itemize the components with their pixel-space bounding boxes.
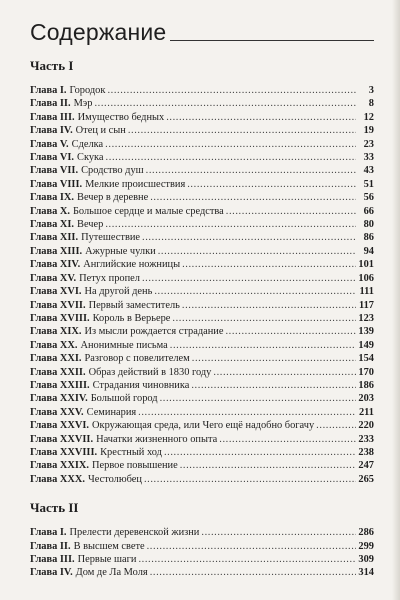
page-number: 33 xyxy=(363,152,374,164)
toc-list xyxy=(30,84,374,486)
chapter-number: Глава VIII. xyxy=(30,178,83,190)
chapter-number: Глава I. xyxy=(30,527,67,539)
dot-leader xyxy=(219,433,356,446)
toc-entry[interactable] xyxy=(30,406,374,419)
dot-leader xyxy=(105,138,356,151)
page-number: 94 xyxy=(363,245,374,257)
page-number: 299 xyxy=(358,540,374,552)
dot-leader xyxy=(213,366,356,379)
toc-entry[interactable] xyxy=(30,419,374,432)
chapter-title: Вечер xyxy=(77,219,104,231)
toc-entry[interactable] xyxy=(30,111,374,124)
chapter-title: Образ действий в 1830 году xyxy=(88,366,212,378)
dot-leader xyxy=(225,325,356,338)
toc-entry[interactable] xyxy=(30,473,374,486)
page-number: 154 xyxy=(358,353,374,365)
dot-leader xyxy=(166,111,356,124)
chapter-title: Первое повышение xyxy=(92,460,178,472)
toc-entry[interactable] xyxy=(30,178,374,191)
chapter-number: Глава XXIV. xyxy=(30,393,88,405)
toc-entry[interactable] xyxy=(30,540,374,553)
chapter-title: Анонимные письма xyxy=(80,339,168,351)
chapter-number: Глава XVI. xyxy=(30,286,82,298)
part-title: Часть II xyxy=(30,500,79,516)
dot-leader xyxy=(106,151,356,164)
page-number: 247 xyxy=(358,460,374,472)
page-number: 66 xyxy=(363,205,374,217)
chapter-number: Глава XXV. xyxy=(30,406,84,418)
toc-entry[interactable] xyxy=(30,218,374,231)
chapter-number: Глава XXII. xyxy=(30,366,86,378)
toc-entry[interactable] xyxy=(30,459,374,472)
toc-entry[interactable] xyxy=(30,191,374,204)
toc-entry[interactable] xyxy=(30,151,374,164)
dot-leader xyxy=(160,392,356,405)
page-number: 106 xyxy=(358,272,374,284)
dot-leader xyxy=(105,218,356,231)
chapter-title: Городок xyxy=(69,85,106,96)
dot-leader xyxy=(192,352,356,365)
page-number: 43 xyxy=(363,165,374,177)
toc-entry[interactable] xyxy=(30,352,374,365)
chapter-number: Глава III. xyxy=(30,554,75,565)
toc-entry[interactable] xyxy=(30,97,374,110)
page-number: 86 xyxy=(363,232,374,244)
dot-leader xyxy=(158,245,356,258)
chapter-number: Глава IV. xyxy=(30,567,73,579)
chapter-number: Глава XXVII. xyxy=(30,433,94,445)
toc-entry[interactable] xyxy=(30,339,374,352)
page-number: 117 xyxy=(358,299,374,311)
chapter-title: Петух пропел xyxy=(79,272,140,284)
dot-leader xyxy=(142,231,356,244)
page-number: 211 xyxy=(358,406,374,418)
chapter-title: Разговор с повелителем xyxy=(84,353,190,365)
chapter-number: Глава XII. xyxy=(30,232,79,244)
chapter-number: Глава XIII. xyxy=(30,245,83,257)
toc-entry[interactable] xyxy=(30,258,374,271)
dot-leader xyxy=(138,406,356,419)
toc-entry[interactable] xyxy=(30,433,374,446)
chapter-number: Глава XXIX. xyxy=(30,460,90,472)
chapter-number: Глава II. xyxy=(30,540,71,552)
chapter-title: Ажурные чулки xyxy=(85,245,156,257)
chapter-title: Начатки жизненного опыта xyxy=(96,433,218,445)
chapter-number: Глава I. xyxy=(30,85,67,96)
toc-entry[interactable] xyxy=(30,312,374,325)
page-number: 56 xyxy=(363,192,374,204)
chapter-number: Глава II. xyxy=(30,98,71,110)
chapter-title: Сделка xyxy=(71,138,104,150)
chapter-title: Имущество бедных xyxy=(77,111,165,123)
chapter-number: Глава XXI. xyxy=(30,353,82,365)
page-number: 170 xyxy=(358,366,374,378)
chapter-number: Глава XXVI. xyxy=(30,420,90,432)
chapter-number: Глава VII. xyxy=(30,165,79,177)
dot-leader xyxy=(142,272,356,285)
part-title: Часть I xyxy=(30,58,74,73)
chapter-number: Глава XI. xyxy=(30,219,75,231)
dot-leader xyxy=(128,124,356,137)
toc-entry[interactable] xyxy=(30,566,374,579)
chapter-title: Окружающая среда, или Чего ещё надобно богачу xyxy=(92,420,315,432)
dot-leader xyxy=(138,553,356,566)
chapter-number: Глава XIX. xyxy=(30,326,82,338)
dot-leader xyxy=(170,339,356,352)
dot-leader xyxy=(94,97,356,110)
toc-entry[interactable] xyxy=(30,553,374,566)
toc-entry[interactable] xyxy=(30,124,374,137)
toc-entry[interactable] xyxy=(30,392,374,405)
dot-leader xyxy=(191,379,356,392)
toc-entry[interactable] xyxy=(30,272,374,285)
dot-leader xyxy=(147,540,356,553)
chapter-title: Путешествие xyxy=(81,232,141,244)
chapter-title: Английские ножницы xyxy=(83,259,181,271)
page-number: 139 xyxy=(358,326,374,338)
page-edge-shadow xyxy=(392,0,400,600)
dot-leader xyxy=(154,285,356,298)
page-number: 233 xyxy=(358,433,374,445)
dot-leader xyxy=(180,459,356,472)
chapter-number: Глава VI. xyxy=(30,152,75,164)
dot-leader xyxy=(226,205,356,218)
page-number: 51 xyxy=(363,178,374,190)
page-number: 8 xyxy=(368,98,374,110)
chapter-number: Глава XXIII. xyxy=(30,379,90,391)
chapter-title: Из мысли рождается страдание xyxy=(84,326,224,338)
page-number: 12 xyxy=(363,111,374,123)
chapter-title: Дом де Ла Моля xyxy=(75,567,148,579)
chapter-title: Отец и сын xyxy=(75,125,126,137)
chapter-title: Страдания чиновника xyxy=(92,379,190,391)
chapter-title: Скука xyxy=(77,152,104,164)
page-number: 111 xyxy=(359,286,374,298)
chapter-title: Прелести деревенской жизни xyxy=(69,527,200,539)
toc-entry[interactable] xyxy=(30,164,374,177)
chapter-title: Семинария xyxy=(86,406,137,418)
chapter-number: Глава XXVIII. xyxy=(30,446,98,458)
toc-entry[interactable] xyxy=(30,245,374,258)
toc-entry[interactable] xyxy=(30,325,374,338)
chapter-number: Глава V. xyxy=(30,138,69,150)
page-number: 23 xyxy=(363,138,374,150)
page-number: 238 xyxy=(358,446,374,458)
page-number: 265 xyxy=(358,473,374,485)
chapter-title: На другой день xyxy=(84,286,153,298)
page-number: 314 xyxy=(358,567,374,579)
chapter-title: Король в Верьере xyxy=(92,312,171,324)
page-number: 19 xyxy=(363,125,374,137)
chapter-title: Мелкие происшествия xyxy=(85,178,186,190)
dot-leader xyxy=(146,164,356,177)
heading-row xyxy=(30,12,374,44)
dot-leader xyxy=(107,84,356,97)
chapter-number: Глава XVIII. xyxy=(30,312,90,324)
chapter-title: Честолюбец xyxy=(87,473,142,485)
table-of-contents xyxy=(30,58,374,580)
dot-leader xyxy=(182,258,356,271)
dot-leader xyxy=(316,419,356,432)
chapter-title: Большое сердце и малые средства xyxy=(72,205,224,217)
chapter-number: Глава XXX. xyxy=(30,473,85,485)
chapter-number: Глава XX. xyxy=(30,339,78,351)
chapter-title: Большой город xyxy=(90,393,158,405)
chapter-title: В высшем свете xyxy=(73,540,145,552)
page-number: 286 xyxy=(358,527,374,539)
dot-leader xyxy=(150,566,356,579)
dot-leader xyxy=(150,191,356,204)
chapter-title: Вечер в деревне xyxy=(77,192,149,204)
page-number: 149 xyxy=(358,339,374,351)
chapter-number: Глава XIV. xyxy=(30,259,81,271)
toc-entry[interactable] xyxy=(30,526,374,539)
chapter-title: Первый заместитель xyxy=(88,299,180,311)
page-number: 80 xyxy=(363,219,374,231)
toc-entry[interactable] xyxy=(30,205,374,218)
page-number: 3 xyxy=(368,85,374,96)
toc-entry[interactable] xyxy=(30,231,374,244)
chapter-title: Первые шаги xyxy=(77,554,137,565)
toc-entry[interactable] xyxy=(30,299,374,312)
dot-leader xyxy=(182,299,356,312)
toc-entry[interactable] xyxy=(30,84,374,97)
page-number: 203 xyxy=(358,393,374,405)
dot-leader xyxy=(172,312,356,325)
page-number: 123 xyxy=(358,312,374,324)
chapter-title: Сродство душ xyxy=(81,165,144,177)
chapter-number: Глава X. xyxy=(30,205,70,217)
toc-entry[interactable] xyxy=(30,366,374,379)
toc-entry[interactable] xyxy=(30,446,374,459)
dot-leader xyxy=(144,473,356,486)
page-number: 220 xyxy=(358,420,374,432)
chapter-number: Глава IX. xyxy=(30,192,75,204)
dot-leader xyxy=(201,526,356,539)
chapter-number: Глава XVII. xyxy=(30,299,86,311)
chapter-number: Глава XV. xyxy=(30,272,77,284)
page-number: 309 xyxy=(358,554,374,565)
chapter-number: Глава III. xyxy=(30,111,75,123)
toc-entry[interactable] xyxy=(30,138,374,151)
page-number: 186 xyxy=(358,379,374,391)
chapter-title: Крестный ход xyxy=(100,446,162,458)
dot-leader xyxy=(187,178,356,191)
toc-entry[interactable] xyxy=(30,285,374,298)
chapter-title: Мэр xyxy=(73,98,93,110)
chapter-number: Глава IV. xyxy=(30,125,73,137)
toc-list xyxy=(30,526,374,580)
page-number: 101 xyxy=(358,259,374,271)
heading-rule xyxy=(170,40,374,41)
toc-entry[interactable] xyxy=(30,379,374,392)
dot-leader xyxy=(164,446,356,459)
page-title: Содержание xyxy=(30,19,167,45)
